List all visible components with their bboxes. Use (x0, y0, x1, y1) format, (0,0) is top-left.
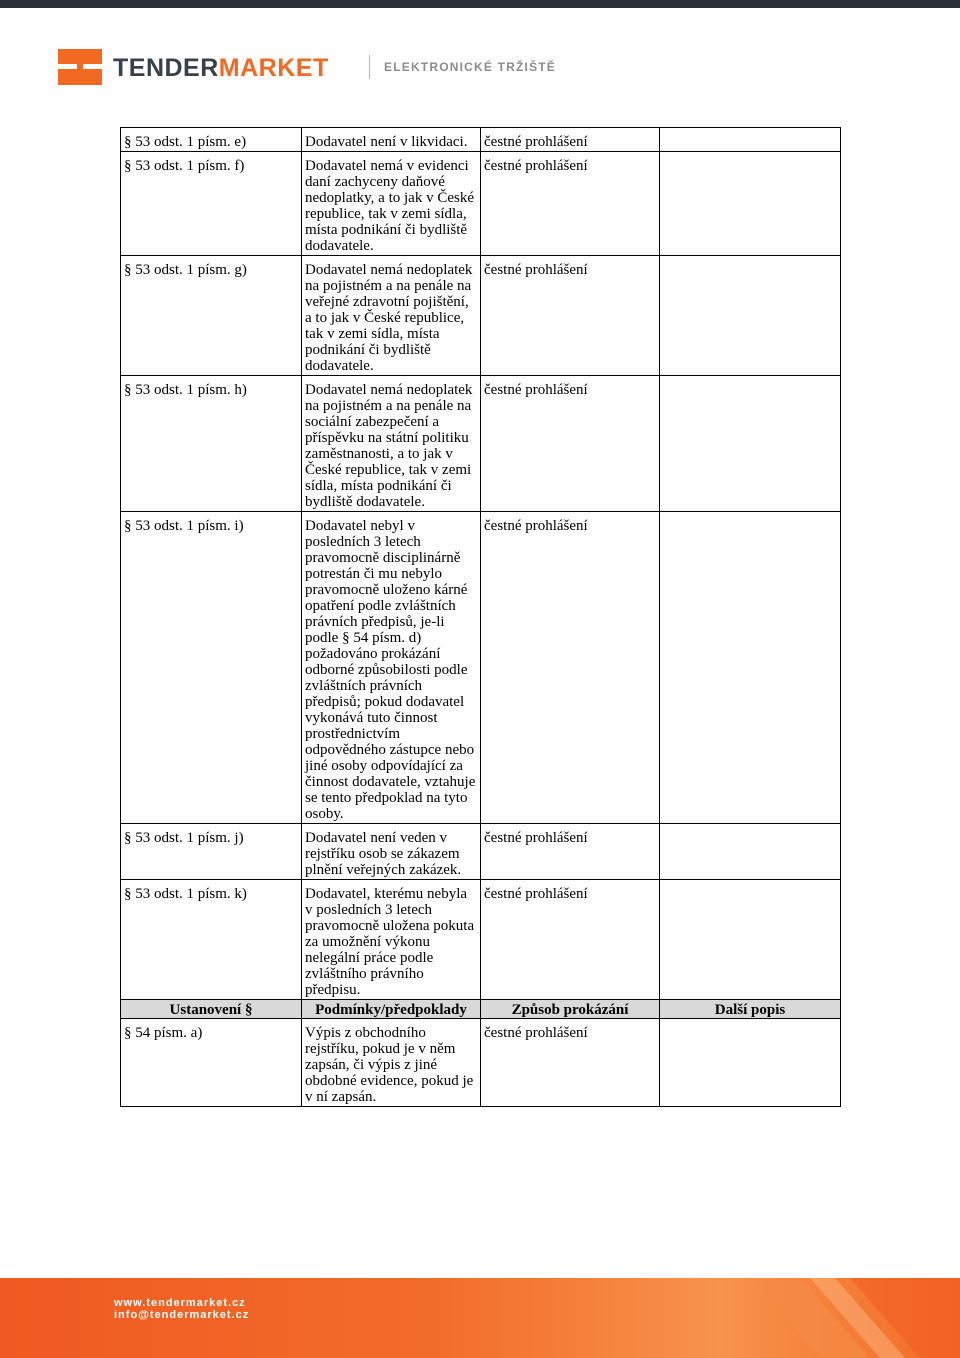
table-row (121, 152, 841, 256)
table-body-54 (121, 1019, 841, 1107)
cell-ustanoveni: § 54 písm. a) (121, 1019, 302, 1107)
cell-zpusob: čestné prohlášení (481, 512, 660, 824)
header-ustanoveni: Ustanovení § (121, 1000, 302, 1019)
tendermarket-logo-icon (58, 49, 102, 85)
table-row (121, 376, 841, 512)
cell-podminka: Výpis z obchodního rejstříku, pokud je v něm zapsán, či výpis z jiné obdobné evidence, pokud je v ní zapsán. (302, 1019, 481, 1107)
table-row (121, 880, 841, 1000)
table-row (121, 256, 841, 376)
cell-zpusob: čestné prohlášení (481, 824, 660, 880)
brand-tagline: ELEKTRONICKÉ TRŽIŠTĚ (384, 60, 557, 74)
footer-website: www.tendermarket.cz (114, 1297, 246, 1309)
header-podminka: Podmínky/předpoklady (302, 1000, 481, 1019)
qualification-table (120, 127, 841, 1107)
cell-ustanoveni: § 53 odst. 1 písm. i) (121, 512, 302, 824)
cell-podminka: Dodavatel nemá nedoplatek na pojistném a na penále na sociální zabezpečení a příspěvku na státní politiku zaměstnanosti, a to jak v České republice, tak v zemi sídla, místa podnikání či bydliště dodavatele. (302, 376, 481, 512)
cell-zpusob: čestné prohlášení (481, 152, 660, 256)
top-bar (0, 0, 960, 8)
table-row (121, 1019, 841, 1107)
cell-ustanoveni: § 53 odst. 1 písm. g) (121, 256, 302, 376)
cell-podminka: Dodavatel není veden v rejstříku osob se zákazem plnění veřejných zakázek. (302, 824, 481, 880)
table-row (121, 824, 841, 880)
cell-ustanoveni: § 53 odst. 1 písm. h) (121, 376, 302, 512)
logo-divider (369, 55, 370, 79)
table-row (121, 128, 841, 152)
cell-podminka: Dodavatel, kterému nebyla v posledních 3 letech pravomocně uložena pokuta za umožnění výkonu nelegální práce podle zvláštního právního předpisu. (302, 880, 481, 1000)
brand-logo (58, 49, 578, 87)
cell-podminka: Dodavatel nemá nedoplatek na pojistném a na penále na veřejné zdravotní pojištění, a to jak v České republice, tak v zemi sídla, místa podnikání či bydliště dodavatele. (302, 256, 481, 376)
cell-podminka: Dodavatel nemá v evidenci daní zachyceny daňové nedoplatky, a to jak v České republice, tak v zemi sídla, místa podnikání či bydliště dodavatele. (302, 152, 481, 256)
cell-zpusob: čestné prohlášení (481, 128, 660, 152)
brand-name-part1: TENDER (113, 54, 219, 82)
cell-ustanoveni: § 53 odst. 1 písm. k) (121, 880, 302, 1000)
cell-popis (660, 376, 841, 512)
header-popis: Další popis (660, 1000, 841, 1019)
cell-ustanoveni: § 53 odst. 1 písm. e) (121, 128, 302, 152)
table-header-group (121, 1000, 841, 1019)
footer-decoration (660, 1278, 960, 1358)
cell-podminka: Dodavatel není v likvidaci. (302, 128, 481, 152)
cell-zpusob: čestné prohlášení (481, 256, 660, 376)
cell-zpusob: čestné prohlášení (481, 1019, 660, 1107)
footer-contacts (114, 1297, 249, 1321)
page-footer (0, 1278, 960, 1358)
cell-popis (660, 1019, 841, 1107)
cell-zpusob: čestné prohlášení (481, 880, 660, 1000)
cell-popis (660, 128, 841, 152)
cell-popis (660, 824, 841, 880)
cell-popis (660, 512, 841, 824)
cell-ustanoveni: § 53 odst. 1 písm. j) (121, 824, 302, 880)
cell-popis (660, 880, 841, 1000)
cell-popis (660, 152, 841, 256)
footer-email: info@tendermarket.cz (114, 1309, 250, 1321)
table-header-row (121, 1000, 841, 1019)
cell-podminka: Dodavatel nebyl v posledních 3 letech pravomocně disciplinárně potrestán či mu nebylo pravomocně uloženo kárné opatření podle zvláštních právních předpisů, je-li podle § 54 písm. d) požadováno prokázání odborné způsobilosti podle zvláštních právních předpisů; pokud dodavatel vykonává tuto činnost prostřednictvím odpovědného zástupce nebo jiné osoby odpovídající za činnost dodavatele, vztahuje se tento předpoklad na tyto osoby. (302, 512, 481, 824)
cell-zpusob: čestné prohlášení (481, 376, 660, 512)
table-body-53 (121, 128, 841, 1000)
brand-name (113, 51, 329, 85)
table-row (121, 512, 841, 824)
cell-ustanoveni: § 53 odst. 1 písm. f) (121, 152, 302, 256)
header-zpusob: Způsob prokázání (481, 1000, 660, 1019)
brand-name-part2: MARKET (218, 54, 329, 82)
cell-popis (660, 256, 841, 376)
